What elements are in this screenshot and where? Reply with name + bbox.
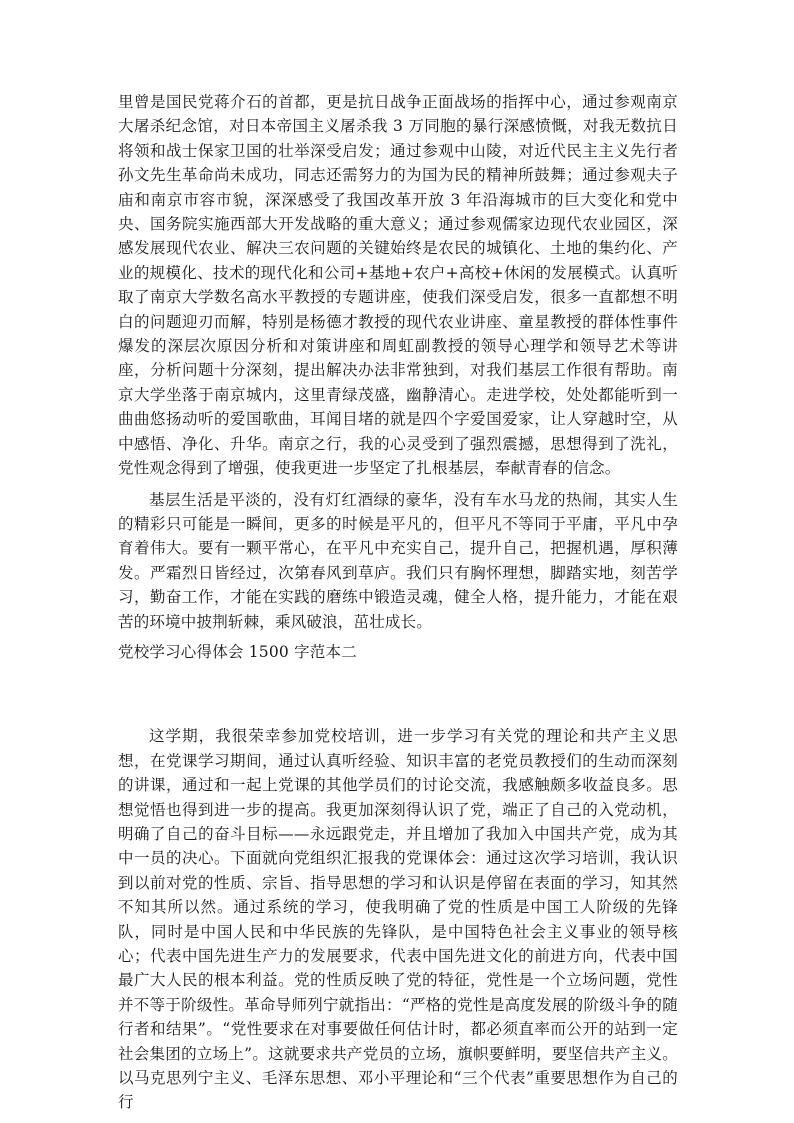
body-paragraph: 里曾是国民党蒋介石的首都，更是抗日战争正面战场的指挥中心，通过参观南京大屠杀纪念馆，对日本帝国主义屠杀我 3 万同胞的暴行深感愤慨，对我无数抗日将领和战士保家卫国的壮举深受启发；通过参观中山陵，对近代民主主义先行者孙文先生革命尚未成功，同志还需努力的为国为民的精神所鼓舞；通过参观夫子庙和南京市容市貌，深深感受了我国改革开放 3 年沿海城市的巨大变化和党中央、国务院实施西部大开发战略的重大意义；通过参观儒家边现代农业园区，深感发展现代农业、解决三农问题的关键始终是农民的城镇化、土地的集约化、产业的规模化、技术的现代化和公司+基地+农户+高校+休闲的发展模式。认真听取了南京大学数名高水平教授的专题讲座，使我们深受启发，很多一直都想不明白的问题迎刃而解，特别是杨德才教授的现代农业讲座、童星教授的群体性事件爆发的深层次原因分析和对策讲座和周虹副教授的领导心理学和领导艺术等讲座，分析问题十分深刻，提出解决办法非常独到，对我们基层工作很有帮助。南京大学坐落于南京城内，这里青绿茂盛，幽静清心。走进学校，处处都能听到一曲曲悠扬动听的爱国歌曲，耳闻目堵的就是四个字爱国爱家，让人穿越时空，从中感悟、净化、升华。南京之行，我的心灵受到了强烈震撼，思想得到了洗礼，党性观念得到了增强，使我更进一步坚定了扎根基层，奉献青春的信念。 <box>118 93 678 478</box>
body-paragraph: 这学期，我很荣幸参加党校培训，进一步学习有关党的理论和共产主义思想，在党课学习期间，通过认真听经验、知识丰富的老党员教授们的生动而深刻的讲课，通过和一起上党课的其他学员们的讨论交流，我感触颇多收益良多。思想觉悟也得到进一步的提高。我更加深刻得认识了党，端正了自己的入党动机，明确了自己的奋斗目标——永远跟党走，并且增加了我加入中国共产党，成为其中一员的决心。下面就向党组织汇报我的党课体会：通过这次学习培训，我认识到以前对党的性质、宗旨、指导思想的学习和认识是停留在表面的学习，知其然不知其所以然。通过系统的学习，使我明确了党的性质是中国工人阶级的先锋队，同时是中国人民和中华民族的先锋队，是中国特色社会主义事业的领导核心；代表中国先进生产力的发展要求，代表中国先进文化的前进方向，代表中国最广大人民的根本利益。党的性质反映了党的特征，党性是一个立场问题，党性并不等于阶级性。革命导师列宁就指出：“严格的党性是高度发展的阶级斗争的随行者和结果”。“党性要求在对事要做任何估计时，都必须直率而公开的站到一定社会集团的立场上”。这就要求共产党员的立场，旗帜要鲜明，要坚信共产主义。以马克思列宁主义、毛泽东思想、邓小平理论和“三个代表”重要思想作为自己的行 <box>118 727 678 1112</box>
section-heading: 党校学习心得体会 1500 字范本二 <box>118 642 357 661</box>
spacer <box>118 664 678 724</box>
body-paragraph: 基层生活是平淡的，没有灯红酒绿的豪华，没有车水马龙的热闹，其实人生的精彩只可能是一瞬间，更多的时候是平凡的，但平凡不等同于平庸，平凡中孕育着伟大。要有一颗平常心，在平凡中充实自己，提升自己，把握机遇，厚积薄发。严霜烈日皆经过，次第春风到草庐。我们只有胸怀理想，脚踏实地，刻苦学习，勤奋工作，才能在实践的磨练中锻造灵魂，健全人格，提升能力，才能在艰苦的环境中披荆斩棘，乘风破浪，茁壮成长。 <box>118 490 678 631</box>
document-page <box>118 90 678 1115</box>
